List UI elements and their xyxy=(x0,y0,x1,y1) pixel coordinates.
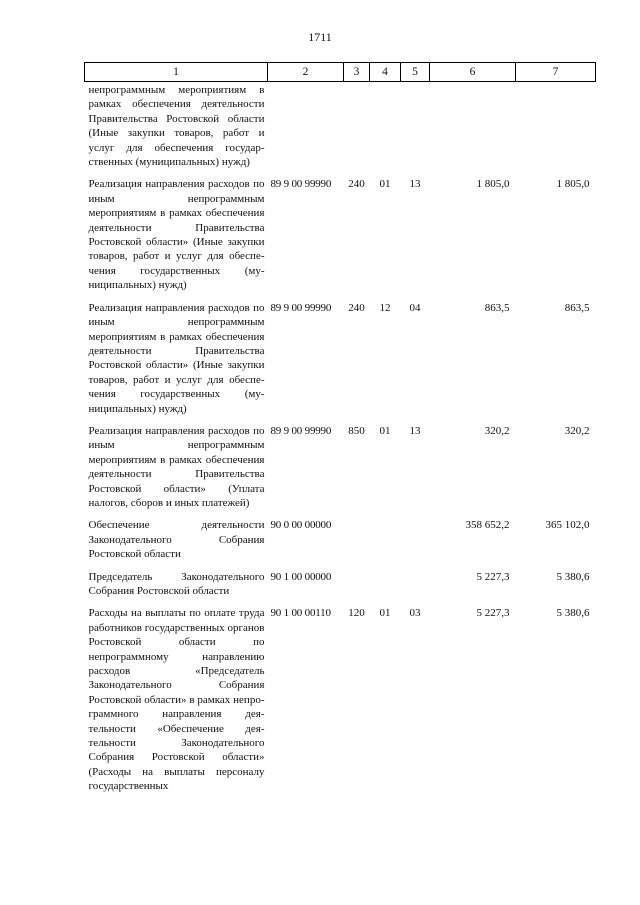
row-subsection xyxy=(401,82,430,173)
row-amount-year-2: 5 380,6 xyxy=(556,570,590,583)
table-row xyxy=(85,601,596,796)
header-col-subsection: 5 xyxy=(401,63,430,82)
row-amount-year-2: 365 102,0 xyxy=(545,519,590,532)
row-expense-type: 240 xyxy=(348,301,365,314)
header-col-year-2: 7 xyxy=(516,63,596,82)
row-expense-type: 850 xyxy=(348,424,365,437)
row-target-code: 89 9 00 99990 xyxy=(270,424,332,437)
row-description: Реализация направления расходов по иным непрограммным мероприятиям в рамках обеспечения деятельности Правительства Ростовской области» (Иные закупки товаров, работ и услуг для обеспечения государственных (муниципальных) нужд) xyxy=(88,178,265,292)
row-description: непрограммным мероприятиям в рамках обеспечения деятельности Правительства Ростовской области (Иные закупки товаров, работ и услуг для обеспечения государственных (муниципальных) нужд) xyxy=(88,84,265,169)
row-expense-type xyxy=(344,82,370,173)
row-amount-year-1: 320,2 xyxy=(484,424,510,437)
row-amount-year-2: 863,5 xyxy=(564,301,590,314)
row-subsection xyxy=(401,513,430,564)
header-col-year-1: 6 xyxy=(430,63,516,82)
row-target-code: 89 9 00 99990 xyxy=(270,301,332,314)
row-subsection xyxy=(401,565,430,602)
table-row xyxy=(85,82,596,173)
budget-table xyxy=(84,62,596,797)
row-amount-year-1: 863,5 xyxy=(484,301,510,314)
row-section: 01 xyxy=(379,424,391,437)
row-target-code: 90 1 00 00000 xyxy=(270,570,332,583)
row-amount-year-2: 1 805,0 xyxy=(556,178,590,191)
row-amount-year-2: 320,2 xyxy=(564,424,590,437)
row-subsection: 13 xyxy=(409,178,421,191)
row-description: Обеспечение деятельности Законодательного Собрания Ростовской области xyxy=(88,519,265,561)
row-subsection: 04 xyxy=(409,301,421,314)
row-target-code: 89 9 00 99990 xyxy=(270,178,332,191)
row-target-code xyxy=(268,82,344,173)
row-amount-year-1: 5 227,3 xyxy=(476,607,510,620)
row-section xyxy=(370,565,401,602)
row-subsection: 13 xyxy=(409,424,421,437)
row-section: 12 xyxy=(379,301,391,314)
row-amount-year-2: 5 380,6 xyxy=(556,607,590,620)
row-target-code: 90 1 00 00110 xyxy=(270,607,331,620)
row-target-code: 90 0 00 00000 xyxy=(270,519,332,532)
row-section: 01 xyxy=(379,607,391,620)
table-row xyxy=(85,296,596,419)
header-col-section: 4 xyxy=(370,63,401,82)
row-subsection: 03 xyxy=(409,607,421,620)
table-row xyxy=(85,513,596,564)
row-expense-type: 240 xyxy=(348,178,365,191)
row-expense-type xyxy=(344,513,370,564)
row-description: Председатель Законодательного Собрания Ростовской области xyxy=(88,570,265,597)
row-amount-year-1: 358 652,2 xyxy=(465,519,510,532)
row-section xyxy=(370,82,401,173)
row-amount-year-2 xyxy=(516,82,596,173)
table-row xyxy=(85,172,596,295)
row-amount-year-1: 5 227,3 xyxy=(476,570,510,583)
row-expense-type xyxy=(344,565,370,602)
row-expense-type: 120 xyxy=(348,607,365,620)
row-amount-year-1: 1 805,0 xyxy=(476,178,510,191)
row-description: Расходы на выплаты по оплате труда работников государственных органов Ростовской области по непрограммному направлению расходов «Председатель Законодательного Собрания Ростовской области» в рамках непрограммного направления деятельности «Обеспечение деятельности Законодательного Собрания Ростовской области» (Расходы на выплаты персоналу государственных xyxy=(88,607,265,793)
header-col-target-code: 2 xyxy=(268,63,344,82)
header-col-description: 1 xyxy=(85,63,268,82)
row-section: 01 xyxy=(379,178,391,191)
page-number: 1711 xyxy=(308,30,332,44)
row-description: Реализация направления расходов по иным непрограммным мероприятиям в рамках обеспечения деятельности Правительства Ростовской области» (Иные закупки товаров, работ и услуг для обеспечения государственных (муниципальных) нужд) xyxy=(88,301,265,415)
row-amount-year-1 xyxy=(430,82,516,173)
table-header xyxy=(85,63,596,82)
row-section xyxy=(370,513,401,564)
table-row xyxy=(85,419,596,513)
row-description: Реализация направления расходов по иным непрограммным мероприятиям в рамках обеспечения деятельности Правительства Ростовской области» (Уплата налогов, сборов и иных платежей) xyxy=(88,424,265,509)
header-col-expense-type: 3 xyxy=(344,63,370,82)
table-row xyxy=(85,565,596,602)
